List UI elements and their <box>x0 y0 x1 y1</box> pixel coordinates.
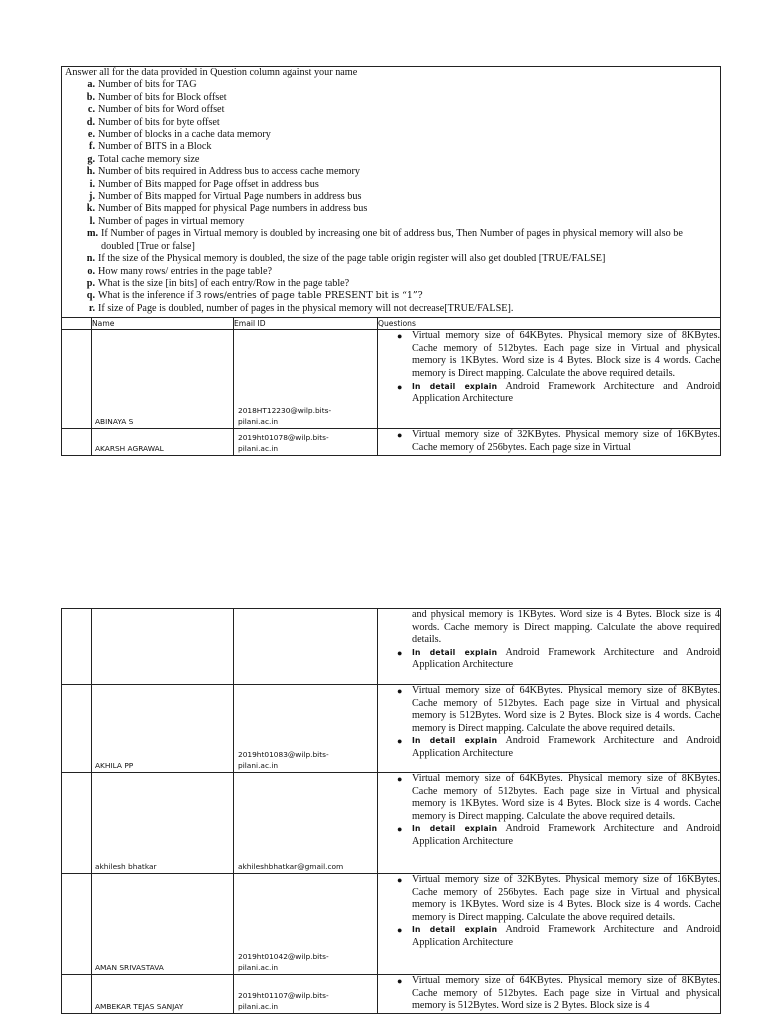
question-cell <box>378 330 721 429</box>
table-row <box>62 975 721 1014</box>
student-name: AKARSH AGRAWAL <box>95 444 164 454</box>
table-header-row <box>62 318 721 330</box>
instructions-heading: Answer all for the data provided in Question column against your name <box>65 67 358 78</box>
table-row <box>62 429 721 456</box>
table-row <box>62 609 721 685</box>
question-bullet: ● Virtual memory size of 64KBytes. Physical memory size of 8KBytes. Cache memory of 512bytes. Each page size in Virtual and physical memory is 512Bytes. Word size is 2 Bytes. Block size is 4 <box>397 975 720 1012</box>
question-cell <box>378 773 721 874</box>
instruction-item: g. Total cache memory size <box>87 153 200 165</box>
question-cell <box>378 874 721 975</box>
instruction-item: p. What is the size [in bits] of each entry/Row in the page table? <box>86 277 350 289</box>
instruction-item: d. Number of bits for byte offset <box>86 116 220 128</box>
student-email: 2019ht01107@wilp.bits- pilani.ac.in <box>238 991 329 1011</box>
student-name: akhilesh bhatkar <box>95 862 157 871</box>
question-bullet: ● Virtual memory size of 64KBytes. Physical memory size of 8KBytes. Cache memory of 512bytes. Each page size in Virtual and physical memory is 1KBytes. Word size is 4 Bytes. Block size is 4 words. Cache memory is Direct mapping. Calculate the above required details. <box>397 773 720 822</box>
instruction-item: r. If size of Page is doubled, number of pages in the physical memory will not decrease[TRUE/FALSE]. <box>88 302 514 314</box>
instruction-item: n. If the size of the Physical memory is doubled, the size of the page table origin register will also get doubled [TRUE/FALSE] <box>86 253 606 265</box>
student-email: akhileshbhatkar@gmail.com <box>238 862 344 871</box>
question-bullet: ● In detail explain Android Framework Architecture and Android Application Architecture <box>397 646 721 671</box>
question-cell <box>378 685 721 773</box>
instruction-item: f. Number of BITS in a Block <box>89 141 212 153</box>
question-bullet: ● In detail explain Android Framework Architecture and Android Application Architecture <box>397 735 721 759</box>
header-email: Email ID <box>234 318 378 330</box>
instruction-item: h. Number of bits required in Address bus to access cache memory <box>86 166 360 178</box>
student-name: AKHILA PP <box>95 761 134 770</box>
instruction-item: m. If Number of pages in Virtual memory is doubled by increasing one bit of address bus, Then Number of pages in physical memory will also be doubled [True or false] <box>86 228 683 252</box>
table-row <box>62 330 721 429</box>
question-bullet: ● Virtual memory size of 64KBytes. Physical memory size of 8KBytes. Cache memory of 512bytes. Each page size in Virtual and physical memory is 1KBytes. Word size is 4 Bytes. Block size is 4 words. Cache memory is Direct mapping. Calculate the above required details. <box>397 330 721 379</box>
question-cell: and physical memory is 1KBytes. Word size is 4 Bytes. Block size is 4 words. Cache memory is Direct mapping. Calculate the above required details. ● In detail explain Android Framework Architecture and Android Application Architecture <box>378 609 721 685</box>
student-name: ABINAYA S <box>95 417 134 427</box>
question-bullet: ● Virtual memory size of 32KBytes. Physical memory size of 16KBytes. Cache memory of 256bytes. Each page size in Virtual <box>397 429 721 453</box>
question-bullet: ● Virtual memory size of 64KBytes. Physical memory size of 8KBytes. Cache memory of 512bytes. Each page size in Virtual and physical memory is 512Bytes. Word size is 2 Bytes. Block size is 4 words. Cache memory is Direct mapping. Calculate the above required details. <box>397 685 720 734</box>
question-cell <box>378 975 721 1014</box>
student-name: AMBEKAR TEJAS SANJAY <box>95 1002 184 1011</box>
header-questions: Questions <box>378 318 721 330</box>
instruction-item: j. Number of Bits mapped for Virtual Page numbers in address bus <box>89 191 362 203</box>
table-row <box>62 874 721 975</box>
instruction-item: k. Number of Bits mapped for physical Page numbers in address bus <box>86 203 368 215</box>
instruction-item: e. Number of blocks in a cache data memory <box>87 129 271 141</box>
instruction-item: l. Number of pages in virtual memory <box>89 215 245 227</box>
student-email: 2018HT12230@wilp.bits- pilani.ac.in <box>238 406 332 427</box>
table-row <box>62 685 721 773</box>
question-bullet: ● Virtual memory size of 32KBytes. Physical memory size of 16KBytes. Cache memory of 256bytes. Each page size in Virtual and physical memory is 1KBytes. Word size is 4 Bytes. Block size is 4 words. Cache memory is Direct mapping. Calculate the above required details. <box>397 874 720 923</box>
instruction-item: q. What is the inference if 3 rows/entries of page table PRESENT bit is “1”? <box>86 290 423 302</box>
instruction-item: a. Number of bits for TAG <box>87 79 197 91</box>
student-email: 2019ht01083@wilp.bits- pilani.ac.in <box>238 750 329 770</box>
student-name: AMAN SRIVASTAVA <box>95 963 164 972</box>
question-bullet: ● In detail explain Android Framework Architecture and Android Application Architecture <box>397 380 721 405</box>
question-cell <box>378 429 721 456</box>
instructions-cell <box>62 67 721 318</box>
instruction-item: o. How many rows/ entries in the page table? <box>87 265 272 277</box>
instruction-item: c. Number of bits for Word offset <box>87 104 225 116</box>
question-bullet: ● In detail explain Android Framework Architecture and Android Application Architecture <box>397 823 721 847</box>
assignment-table-lower <box>61 608 721 1014</box>
instruction-item: i. Number of Bits mapped for Page offset in address bus <box>89 178 319 190</box>
question-bullet: ● In detail explain Android Framework Architecture and Android Application Architecture <box>397 924 721 948</box>
student-email: 2019ht01078@wilp.bits- pilani.ac.in <box>238 433 329 454</box>
student-email: 2019ht01042@wilp.bits- pilani.ac.in <box>238 952 329 972</box>
header-name: Name <box>92 318 234 330</box>
instruction-item: b. Number of bits for Block offset <box>86 91 227 103</box>
table-row <box>62 773 721 874</box>
assignment-table-upper <box>61 66 721 456</box>
